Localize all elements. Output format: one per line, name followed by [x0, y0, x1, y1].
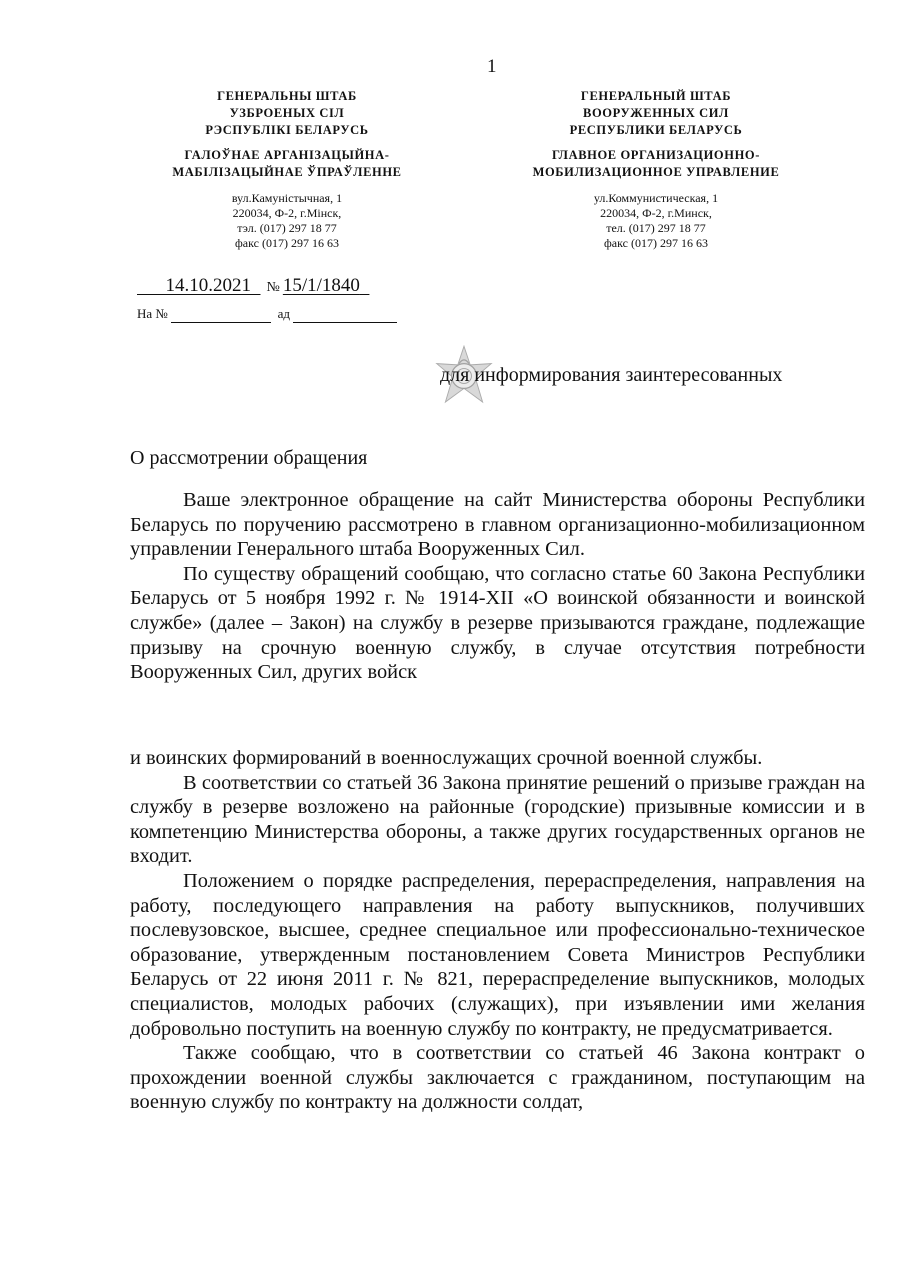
- number-sign: №: [266, 280, 280, 295]
- dept-name-be: [128, 147, 446, 181]
- paragraph: Ваше электронное обращение на сайт Министерства обороны Республики Беларусь по поручению рассмотрено в главном организационно-мобилизационном управлении Генерального штаба Вооруженных Сил.: [130, 489, 865, 561]
- paragraph-continuation: и воинских формирований в военнослужащих срочной военной службы.: [130, 747, 763, 769]
- registration-number: [283, 275, 370, 296]
- address-line: вул.Камуністычная, 1: [231, 191, 343, 205]
- reference-line: [137, 306, 397, 323]
- org-line: УЗБРОЕНЫХ СІЛ: [229, 106, 345, 120]
- org-line: ГЕНЕРАЛЬНЫЙ ШТАБ: [580, 89, 732, 103]
- dept-line: МАБІЛІЗАЦЫЙНАЕ ЎПРАЎЛЕННЕ: [172, 165, 402, 179]
- org-line: РЕСПУБЛИКИ БЕЛАРУСЬ: [569, 123, 743, 137]
- phone-line: тел. (017) 297 18 77: [606, 221, 706, 235]
- letterhead-russian: [482, 88, 830, 251]
- org-name-ru: [482, 88, 830, 139]
- org-line: ВООРУЖЕННЫХ СИЛ: [583, 106, 729, 120]
- org-name-be: [128, 88, 446, 139]
- ref-label: На №: [137, 306, 168, 321]
- letter-subject: О рассмотрении обращения: [130, 447, 368, 469]
- paragraph: В соответствии со статьей 36 Закона принятие решений о призыве граждан на службу в резерве возложено на районные (городские) призывные комиссии и в компетенцию Министерства обороны, а также других государственных органов не входит.: [130, 771, 865, 868]
- dept-line: ГЛАВНОЕ ОРГАНИЗАЦИОННО-: [551, 148, 760, 162]
- ref-date-blank: [293, 306, 397, 323]
- address-line: 220034, Ф-2, г.Минск,: [600, 206, 712, 220]
- number-value: 15/1/1840: [282, 275, 360, 296]
- address-line: ул.Коммунистическая, 1: [593, 191, 719, 205]
- dept-line: ГАЛОЎНАЕ АРГАНІЗАЦЫЙНА-: [184, 148, 390, 162]
- paragraph: По существу обращений сообщаю, что согласно статье 60 Закона Республики Беларусь от 5 ноября 1992 г. № 1914-XII «О воинской обязанности и воинской службе» (далее – Закон) на службу в резерве призываются граждане, подлежащие призыву на срочную военную службу, в случае отсутствия потребности Вооруженных Сил, других войск: [130, 562, 865, 684]
- page-number: 1: [487, 56, 497, 77]
- fax-line: факс (017) 297 16 63: [235, 236, 339, 250]
- paragraph: Положением о порядке распределения, перераспределения, направления на работу, последующего направления на работу выпускников, получивших послевузовское, высшее, среднее специальное или профессионально-техническое образование, утвержденным постановлением Совета Министров Республики Беларусь от 22 июня 2011 г. № 821, перераспределение выпускников, молодых специалистов, молодых рабочих (служащих), при изъявлении ими желания добровольно поступить на военную службу по контракту, не предусматривается.: [130, 869, 865, 1040]
- address-ru: [482, 191, 830, 251]
- fax-line: факс (017) 297 16 63: [604, 236, 708, 250]
- address-be: [128, 191, 446, 251]
- dept-line: МОБИЛИЗАЦИОННОЕ УПРАВЛЕНИЕ: [532, 165, 780, 179]
- paragraph: Также сообщаю, что в соответствии со статьей 46 Закона контракт о прохождении военной службы заключается с гражданином, поступающим на военную службу по контракту на должности солдат,: [130, 1042, 865, 1114]
- date-value: 14.10.2021: [165, 275, 251, 296]
- from-label: ад: [277, 306, 290, 321]
- letterhead-belarusian: [128, 88, 446, 251]
- registration-line: [137, 275, 369, 297]
- org-line: ГЕНЕРАЛЬНЫ ШТАБ: [217, 89, 357, 103]
- address-line: 220034, Ф-2, г.Мінск,: [232, 206, 342, 220]
- addressee: для информирования заинтересованных: [440, 364, 783, 386]
- org-line: РЭСПУБЛІКІ БЕЛАРУСЬ: [205, 123, 369, 137]
- ref-number-blank: [171, 306, 271, 323]
- dept-name-ru: [482, 147, 830, 181]
- letter-body-bottom: [130, 746, 865, 1115]
- registration-date: [137, 275, 261, 296]
- phone-line: тэл. (017) 297 18 77: [237, 221, 337, 235]
- letter-body-top: [130, 488, 865, 685]
